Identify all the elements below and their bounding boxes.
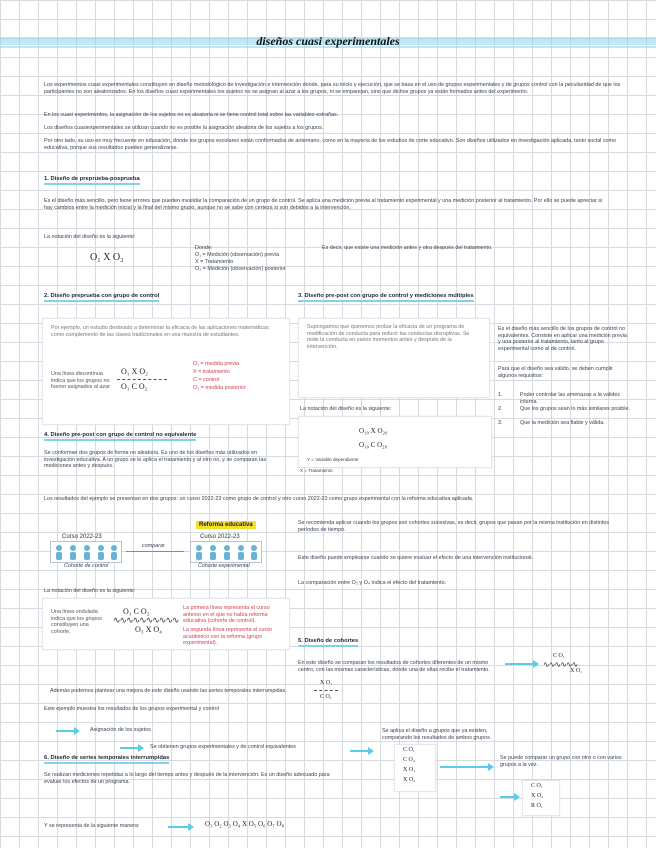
section-3-sub-label: La notación del diseño es la siguiente: xyxy=(300,406,392,412)
section-1-heading: 1. Diseño de preprueba-posprueba xyxy=(44,176,140,183)
cohort-b-label: Cohorte experimental xyxy=(198,563,250,569)
s5-top-right-a: C O₁ xyxy=(553,653,565,659)
section-4-dashed-note: Una línea ondulada indica que los grupos constituyen una cohorte. xyxy=(51,609,102,635)
s6-right-formula-c: R O₁ xyxy=(531,803,543,809)
section-3-heading: 3. Diseño pre-post con grupo de control y mediciones múltiples xyxy=(298,293,474,300)
section-5-far-right: Se puede comparar un grupo con otro o con varios grupos a la vez. xyxy=(500,755,622,768)
section-6-footer: Y se representa de la siguiente manera: xyxy=(44,823,140,829)
section-3-side-text: Es el diseño más sencillo de los grupos de control no equivalentes. Consiste en aplicar una medición previa y una posterior al tratamiento, tanto al grupo experimental como al de control. xyxy=(498,326,627,352)
section-3-req-3-num: 3. xyxy=(498,420,503,426)
s6-right-card xyxy=(522,780,560,816)
compare-arrow-line xyxy=(126,551,184,552)
s5-formula-dash xyxy=(314,690,338,691)
section-3-side-text-2: Para que el diseño sea válido, se deben cumplir algunos requisitos: xyxy=(498,366,613,379)
section-6-heading: 6. Diseño de series temporales interrumpidas xyxy=(44,755,169,762)
s6-right-formula-a: C O₁ xyxy=(531,783,543,789)
section-4-red-2: La segunda línea representa el curso académico con la reforma (grupo experimental). xyxy=(183,627,273,647)
section-1-text: Es el diseño más sencillo, pero tiene errores que pueden invalidar la comparación de un grupo de control. Se aplica una medición previa al tratamiento experimental y una medición posterior al tratamiento. Por ello se puede apreciar si hay cambios entre la medición inicial y la final del mismo grupo, aunque no se sabe con certeza si son debidos a la intervención. xyxy=(44,198,603,211)
section-2-formula-2: O₁ C O₂ xyxy=(121,382,148,391)
section-4-heading: 4. Diseño pre-post con grupo de control no equivalente xyxy=(44,432,196,439)
s6-arrow-right xyxy=(500,796,516,798)
section-3-req-2: Que los grupos sean lo más similares posible. xyxy=(520,406,630,412)
section-3-foot-2: X = Tratamiento xyxy=(300,468,333,473)
s5-arrow-1 xyxy=(56,730,76,732)
section-4-wave-line: ∿∿∿∿∿∿∿∿∿∿ xyxy=(113,615,179,625)
cohort-a-label: Cohorte de control xyxy=(64,563,109,569)
compare-label: comparar xyxy=(142,543,165,549)
section-5-text: En este diseño se comparan los resultados de cohortes diferentes de un mismo centro, con las mismas características, donde una de ellas recibe el tratamiento. xyxy=(298,660,490,673)
section-2-card-text: Por ejemplo, un estudio destinado a determinar la eficacia de las aplicaciones matemáticas como complemento de las clases tradicionales en una muestra de estudiantes. xyxy=(51,325,269,338)
s5-stack-1: C O₂ xyxy=(403,757,415,763)
s6-right-formula-b: X O₂ xyxy=(531,793,544,799)
section-3-card-text: Supongamos que queremos probar la eficacia de un programa de modificación de conducta para reducir las conductas disruptivas. Se mide la conducta en varios momentos antes y después de la intervención. xyxy=(307,324,470,350)
section-3-req-1: Poder controlar las amenazas a la validez interna. xyxy=(520,392,621,405)
s5-formula-top: X O₁ xyxy=(320,680,333,686)
intro-paragraph-2: En los cuasi experimentos, la asignación de los sujetos no es aleatoria ni se tiene control total sobre las variables extrañas. xyxy=(44,112,339,118)
section-1-note: Es decir, que existe una medición antes y otra después del tratamiento. xyxy=(322,245,493,251)
section-1-formula: O₁ X O₂ xyxy=(90,252,124,263)
section-2-legend-1: X = tratamiento xyxy=(193,369,230,375)
section-1-legend-0: O₁ = Medición (observación) previa xyxy=(195,252,280,258)
section-2-dashed-line xyxy=(117,379,167,380)
section-3-req-1-num: 1. xyxy=(498,392,503,398)
section-4-right-1: Se recomienda aplicar cuando los grupos son cohortes sucesivas, es decir, grupos que pasan por la misma institución en distintos períodos de tiempo. xyxy=(298,520,610,533)
section-4-formula-1: O₁ C O₂ xyxy=(123,607,150,616)
intro-paragraph-1: Los experimentos cuasi experimentales constituyen en diseño metodológico de investigación e intervención donde, para su inicio y ejecución, que se basa en el uso de grupos experimentales y de grupos control con la peculiaridad de que los participantes no son aleatorizados. En los diseños cuasi experimentales los sujetos no se asignan al azar a los grupos, ni se emparejan, sino que dichos grupos ya están formados antes del experimento. xyxy=(44,82,621,95)
section-6-text: Se realizan mediciones repetidas a lo largo del tiempo antes y después de la intervención. Es un diseño adecuado para evaluar los efectos de un programa. xyxy=(44,772,330,785)
people-icon-b xyxy=(191,542,261,562)
intro-paragraph-3: Los diseños cuasiexperimentales se utilizan cuando no es posible la asignación aleatoria de los sujetos a los grupos. xyxy=(44,125,324,131)
reforma-badge: Reforma educativa xyxy=(196,521,256,529)
section-4-formula-2: O₃ X O₄ xyxy=(135,625,162,634)
people-icon-a xyxy=(51,542,121,562)
section-1-schema-label: La notación del diseño es la siguiente: xyxy=(44,234,136,240)
s5-top-right-wave: ∿∿∿∿∿∿ xyxy=(543,660,578,669)
section-4-text: Se conforman dos grupos de forma no aleatoria. Es uno de los diseños más utilizados en investigación educativa. A un grupo se le aplica el tratamiento y al otro no, y se comparan las mediciones antes y después. xyxy=(44,450,267,470)
section-2-formula-1: O₁ X O₂ xyxy=(121,367,148,376)
section-3-req-2-num: 2. xyxy=(498,406,503,412)
section-2-legend-0: O₁ = medida previa xyxy=(193,361,240,367)
section-5-sub: Este ejemplo muestra los resultados de los grupos experimental y control xyxy=(44,706,219,712)
section-4-right-3: La comparación entre O₂ y O₄ indica el efecto del tratamiento. xyxy=(298,580,447,586)
section-5-right-text: Se aplica el diseño a grupos que ya existen, comparando los resultados de ambos grupos. xyxy=(382,728,492,741)
curso-a-label: Curso 2022-23 xyxy=(62,534,102,540)
curso-b-label: Curso 2022-23 xyxy=(200,534,240,540)
intro-paragraph-4: Por otro lado, su uso es muy frecuente en educación, donde los grupos escolares están conformados de antemano, como en la mayoría de los estudios de corte educativo. Son diseños utilizados en investigación aplicada, tanto social como educativa, porque sus resultados pueden generalizarse. xyxy=(44,138,617,151)
s5-stack-3: X O₂ xyxy=(403,777,416,783)
section-3-formula-2: O₁₀ C O₂₀ xyxy=(359,441,388,449)
section-4-notation-card xyxy=(42,598,290,650)
section-4-example: Los resultados del ejemplo se presentan en dos grupos: un curso 2022-23 como grupo de control y otro curso 2022-23 como grupo experimental con la reforma educativa aplicada. xyxy=(44,496,474,502)
section-4-right-2: Este diseño puede emplearse cuando se quiere evaluar el efecto de una intervención institucional. xyxy=(298,555,533,561)
s5-arrow-3 xyxy=(350,750,370,752)
cohort-b-figures xyxy=(190,541,262,563)
s5-formula-bottom: C O₁ xyxy=(320,694,332,700)
section-2-legend-3: O₂ = medida posterior xyxy=(193,385,246,391)
section-2-legend-2: C = control xyxy=(193,377,220,383)
section-4-notation-label: La notación del diseño es la siguiente: xyxy=(44,588,136,594)
section-3-foot-1: Y = Variable dependiente xyxy=(307,457,359,462)
section-5-heading: 5. Diseño de cohortes xyxy=(298,638,358,645)
s5-arrow-4 xyxy=(440,766,490,768)
section-2-card xyxy=(42,318,290,425)
section-6-footer-formula: O₁ O₂ O₃ O₄ X O₅ O₆ O₇ O₈ xyxy=(205,820,285,828)
section-1-legend-title: Donde: xyxy=(195,245,213,251)
s5-arrow-2 xyxy=(120,747,140,749)
s5-stack-2: X O₁ xyxy=(403,767,416,773)
section-2-heading: 2. Diseño preprueba con grupo de control xyxy=(44,293,159,300)
section-3-formula-1: O₁₀ X O₂₀ xyxy=(359,427,388,435)
section-2-card-label: Una línea discontinua indica que los grupos no fueron asignados al azar xyxy=(51,371,111,391)
section-1-legend-2: O₂ = Medición (observación) posterior xyxy=(195,266,286,272)
section-1-legend-1: X = Tratamiento xyxy=(195,259,234,265)
s5-arrow-1-label: Asignación de los sujetos xyxy=(90,727,151,733)
page-title: diseños cuasi experimentales xyxy=(256,34,400,48)
cohort-a-figures xyxy=(50,541,122,563)
section-4-red-1: La primera línea representa el curso anterior en el que no había reforma educativa (cohorte de control). xyxy=(183,605,270,625)
section-3-req-3: Que la medición sea fiable y válida. xyxy=(520,420,605,426)
s6-arrow xyxy=(168,826,190,828)
s5-top-right-b: X O₁ xyxy=(570,668,583,674)
s5-arrow-right-top xyxy=(505,663,535,665)
s5-arrow-2-label: Se obtienen grupos experimentales y de control equivalentes xyxy=(150,744,296,750)
s5-stack-0: C O₁ xyxy=(403,747,415,753)
section-3-notation-card xyxy=(298,416,492,468)
section-3-card xyxy=(298,318,490,398)
section-5-left: Además podemos plantear una mejora de este diseño usando las series temporales interrumpidas. xyxy=(50,688,287,694)
s5-stack-card xyxy=(394,744,436,792)
